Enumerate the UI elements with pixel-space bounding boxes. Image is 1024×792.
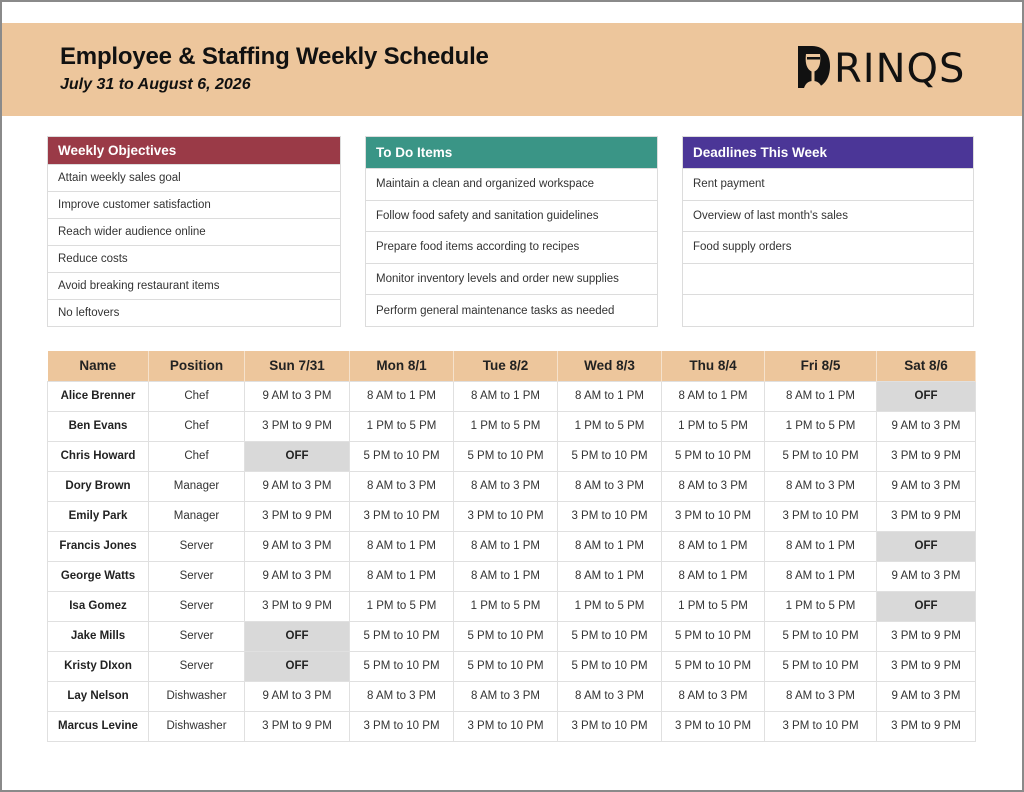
shift-cell: 8 AM to 3 PM (454, 681, 558, 711)
table-row (48, 501, 976, 531)
list-item: Avoid breaking restaurant items (48, 272, 340, 299)
shift-cell: 8 AM to 3 PM (662, 471, 765, 501)
employee-name: Dory Brown (48, 471, 149, 501)
employee-name: Chris Howard (48, 441, 149, 471)
column-header: Mon 8/1 (350, 351, 454, 381)
list-item: Reduce costs (48, 245, 340, 272)
shift-cell: 3 PM to 10 PM (765, 711, 877, 741)
shift-cell: 5 PM to 10 PM (454, 651, 558, 681)
employee-position: Server (149, 621, 245, 651)
employee-position: Server (149, 591, 245, 621)
shift-cell: 9 AM to 3 PM (245, 381, 350, 411)
shift-cell: 3 PM to 9 PM (877, 441, 976, 471)
shift-cell: 3 PM to 9 PM (877, 501, 976, 531)
column-header: Sun 7/31 (245, 351, 350, 381)
shift-cell: 8 AM to 1 PM (662, 531, 765, 561)
shift-cell: 3 PM to 9 PM (877, 651, 976, 681)
shift-cell: 5 PM to 10 PM (558, 441, 662, 471)
page-title: Employee & Staffing Weekly Schedule (60, 43, 489, 70)
shift-cell: 8 AM to 1 PM (454, 531, 558, 561)
shift-cell: 5 PM to 10 PM (350, 441, 454, 471)
date-range: July 31 to August 6, 2026 (60, 76, 251, 93)
shift-cell: 8 AM to 1 PM (558, 381, 662, 411)
shift-cell: 3 PM to 10 PM (558, 711, 662, 741)
column-header: Name (48, 351, 149, 381)
employee-position: Chef (149, 441, 245, 471)
shift-cell: 8 AM to 3 PM (765, 471, 877, 501)
shift-cell: 5 PM to 10 PM (662, 621, 765, 651)
todo-items-panel (365, 136, 658, 327)
list-item: Monitor inventory levels and order new supplies (366, 263, 657, 295)
list-item: Attain weekly sales goal (48, 164, 340, 191)
list-item: No leftovers (48, 299, 340, 326)
shift-cell: 5 PM to 10 PM (558, 651, 662, 681)
shift-cell: 8 AM to 1 PM (765, 381, 877, 411)
shift-cell: 3 PM to 10 PM (454, 501, 558, 531)
employee-position: Chef (149, 381, 245, 411)
list-item: Reach wider audience online (48, 218, 340, 245)
table-row (48, 531, 976, 561)
employee-position: Server (149, 651, 245, 681)
shift-cell: 5 PM to 10 PM (662, 441, 765, 471)
employee-name: Kristy DIxon (48, 651, 149, 681)
employee-position: Chef (149, 411, 245, 441)
shift-cell: 3 PM to 10 PM (662, 711, 765, 741)
panel-title: Weekly Objectives (48, 137, 340, 164)
shift-cell-off: OFF (245, 441, 350, 471)
shift-cell: 5 PM to 10 PM (350, 651, 454, 681)
shift-cell: 9 AM to 3 PM (877, 561, 976, 591)
shift-cell: 8 AM to 3 PM (765, 681, 877, 711)
shift-cell-off: OFF (877, 531, 976, 561)
shift-cell: 3 PM to 10 PM (765, 501, 877, 531)
shift-cell: 8 AM to 3 PM (350, 471, 454, 501)
shift-cell: 1 PM to 5 PM (454, 411, 558, 441)
shift-cell: 3 PM to 10 PM (662, 501, 765, 531)
table-row (48, 711, 976, 741)
shift-cell: 8 AM to 1 PM (558, 561, 662, 591)
shift-cell: 8 AM to 1 PM (765, 561, 877, 591)
shift-cell: 8 AM to 1 PM (454, 561, 558, 591)
employee-name: Lay Nelson (48, 681, 149, 711)
shift-cell: 5 PM to 10 PM (765, 441, 877, 471)
column-header: Fri 8/5 (765, 351, 877, 381)
shift-cell: 1 PM to 5 PM (662, 591, 765, 621)
shift-cell: 3 PM to 9 PM (877, 621, 976, 651)
list-item: Overview of last month's sales (683, 200, 973, 232)
shift-cell: 9 AM to 3 PM (245, 561, 350, 591)
shift-cell: 9 AM to 3 PM (245, 531, 350, 561)
header-banner (2, 23, 1022, 116)
shift-cell: 5 PM to 10 PM (454, 441, 558, 471)
shift-cell: 8 AM to 3 PM (558, 681, 662, 711)
column-header: Wed 8/3 (558, 351, 662, 381)
shift-cell: 9 AM to 3 PM (877, 471, 976, 501)
shift-cell: 1 PM to 5 PM (454, 591, 558, 621)
table-row (48, 441, 976, 471)
column-header: Position (149, 351, 245, 381)
list-item: Prepare food items according to recipes (366, 231, 657, 263)
shift-cell: 8 AM to 3 PM (662, 681, 765, 711)
employee-position: Manager (149, 501, 245, 531)
employee-position: Server (149, 561, 245, 591)
shift-cell: 5 PM to 10 PM (350, 621, 454, 651)
shift-cell: 8 AM to 1 PM (350, 531, 454, 561)
shift-cell: 8 AM to 3 PM (454, 471, 558, 501)
shift-cell: 3 PM to 9 PM (877, 711, 976, 741)
shift-cell: 8 AM to 1 PM (765, 531, 877, 561)
schedule-table (47, 351, 976, 742)
table-row (48, 471, 976, 501)
shift-cell-off: OFF (245, 651, 350, 681)
deadlines-panel (682, 136, 974, 327)
list-item: Rent payment (683, 168, 973, 200)
shift-cell-off: OFF (877, 381, 976, 411)
employee-name: Alice Brenner (48, 381, 149, 411)
shift-cell: 3 PM to 9 PM (245, 501, 350, 531)
shift-cell: 5 PM to 10 PM (765, 651, 877, 681)
employee-name: Jake Mills (48, 621, 149, 651)
shift-cell: 1 PM to 5 PM (765, 591, 877, 621)
column-header: Thu 8/4 (662, 351, 765, 381)
shift-cell: 1 PM to 5 PM (662, 411, 765, 441)
table-row (48, 621, 976, 651)
shift-cell: 5 PM to 10 PM (558, 621, 662, 651)
employee-position: Dishwasher (149, 711, 245, 741)
employee-name: Marcus Levine (48, 711, 149, 741)
list-item: Improve customer satisfaction (48, 191, 340, 218)
list-item-empty (683, 294, 973, 326)
table-row (48, 681, 976, 711)
shift-cell: 5 PM to 10 PM (765, 621, 877, 651)
shift-cell: 8 AM to 1 PM (662, 381, 765, 411)
employee-name: Emily Park (48, 501, 149, 531)
table-header-row (48, 351, 976, 381)
shift-cell: 8 AM to 1 PM (662, 561, 765, 591)
shift-cell: 9 AM to 3 PM (245, 471, 350, 501)
shift-cell: 1 PM to 5 PM (558, 411, 662, 441)
table-row (48, 591, 976, 621)
shift-cell: 8 AM to 1 PM (454, 381, 558, 411)
panel-title: Deadlines This Week (683, 137, 973, 168)
table-row (48, 561, 976, 591)
employee-name: Francis Jones (48, 531, 149, 561)
shift-cell: 3 PM to 9 PM (245, 591, 350, 621)
shift-cell: 5 PM to 10 PM (454, 621, 558, 651)
shift-cell: 1 PM to 5 PM (350, 591, 454, 621)
employee-position: Dishwasher (149, 681, 245, 711)
employee-position: Manager (149, 471, 245, 501)
shift-cell: 8 AM to 3 PM (350, 681, 454, 711)
shift-cell: 9 AM to 3 PM (877, 411, 976, 441)
employee-name: Isa Gomez (48, 591, 149, 621)
shift-cell: 1 PM to 5 PM (350, 411, 454, 441)
table-row (48, 651, 976, 681)
table-row (48, 381, 976, 411)
shift-cell: 3 PM to 9 PM (245, 711, 350, 741)
list-item: Food supply orders (683, 231, 973, 263)
column-header: Sat 8/6 (877, 351, 976, 381)
shift-cell-off: OFF (245, 621, 350, 651)
brand-name: RINQS (834, 46, 966, 92)
shift-cell: 8 AM to 1 PM (350, 561, 454, 591)
shift-cell: 5 PM to 10 PM (662, 651, 765, 681)
shift-cell: 3 PM to 10 PM (558, 501, 662, 531)
shift-cell: 3 PM to 9 PM (245, 411, 350, 441)
shift-cell: 3 PM to 10 PM (350, 711, 454, 741)
list-item: Perform general maintenance tasks as needed (366, 294, 657, 326)
shift-cell: 9 AM to 3 PM (877, 681, 976, 711)
shift-cell: 9 AM to 3 PM (245, 681, 350, 711)
employee-name: George Watts (48, 561, 149, 591)
shift-cell: 3 PM to 10 PM (350, 501, 454, 531)
shift-cell: 8 AM to 3 PM (558, 471, 662, 501)
employee-position: Server (149, 531, 245, 561)
shift-cell-off: OFF (877, 591, 976, 621)
shift-cell: 3 PM to 10 PM (454, 711, 558, 741)
brand-logo (796, 45, 965, 93)
list-item-empty (683, 263, 973, 295)
shift-cell: 1 PM to 5 PM (558, 591, 662, 621)
table-row (48, 411, 976, 441)
shift-cell: 8 AM to 1 PM (350, 381, 454, 411)
list-item: Follow food safety and sanitation guidelines (366, 200, 657, 232)
shift-cell: 8 AM to 1 PM (558, 531, 662, 561)
panel-title: To Do Items (366, 137, 657, 168)
shift-cell: 1 PM to 5 PM (765, 411, 877, 441)
employee-name: Ben Evans (48, 411, 149, 441)
weekly-objectives-panel (47, 136, 341, 327)
list-item: Maintain a clean and organized workspace (366, 168, 657, 200)
column-header: Tue 8/2 (454, 351, 558, 381)
wine-glass-d-icon (796, 44, 832, 95)
